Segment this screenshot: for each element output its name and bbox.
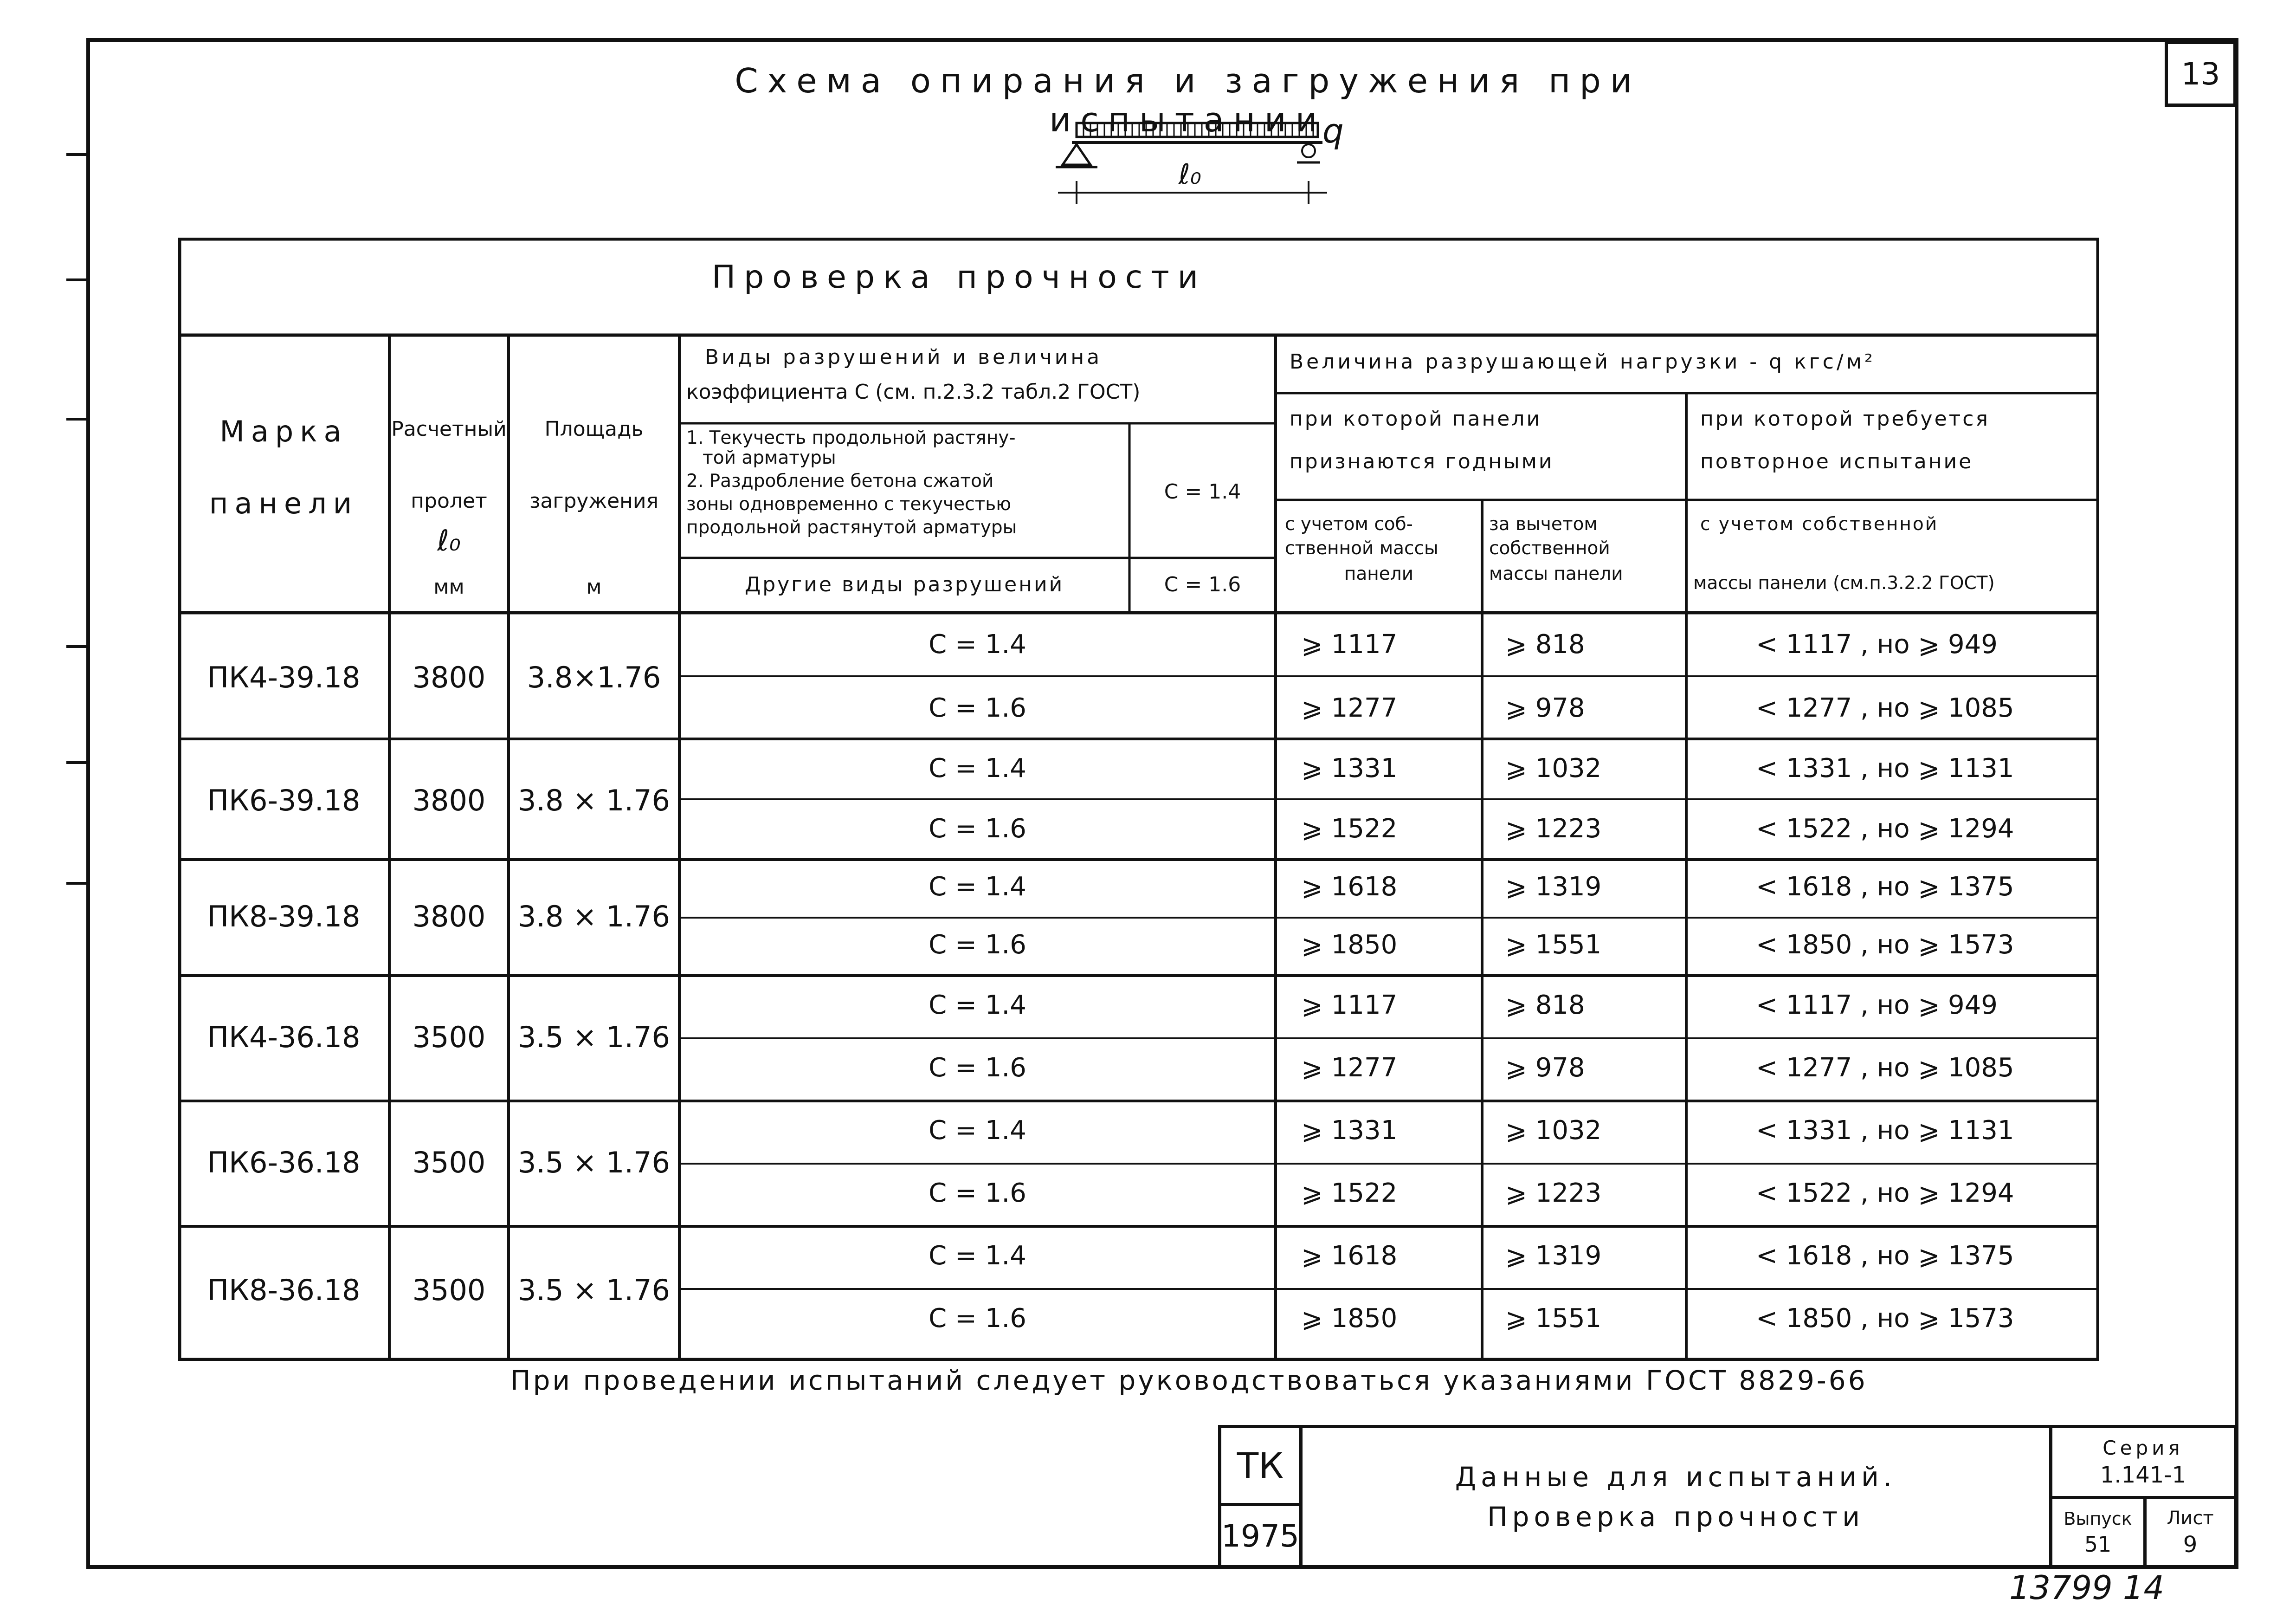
strength-check-table	[178, 238, 2099, 1361]
row-area: 3.8×1.76	[527, 660, 661, 694]
row-retest: < 1117 , но ⩾ 949	[1756, 629, 1998, 660]
margin-tick	[66, 278, 88, 281]
row-fit-with: ⩾ 1331	[1301, 1115, 1398, 1146]
row-fit-with: ⩾ 1618	[1301, 1241, 1398, 1271]
row-fit-with: ⩾ 1277	[1301, 1053, 1398, 1083]
types-row1-line3: 2. Раздробление бетона сжатой	[686, 471, 994, 492]
types-row1-line2: той арматуры	[703, 447, 836, 468]
header-types-line2: коэффициента С (см. п.2.3.2 табл.2 ГОСТ)	[686, 380, 1141, 404]
row-fit-with: ⩾ 1850	[1301, 930, 1398, 960]
row-coef: С = 1.6	[929, 1303, 1026, 1334]
row-fit-with: ⩾ 1277	[1301, 693, 1398, 723]
header-area-unit: м	[586, 575, 602, 599]
row-fit-with: ⩾ 1331	[1301, 753, 1398, 783]
row-fit-minus: ⩾ 818	[1505, 990, 1585, 1020]
header-fit-minus-line2: собственной	[1489, 538, 1610, 559]
row-coef: С = 1.6	[929, 1053, 1026, 1083]
row-span: 3800	[412, 783, 486, 817]
margin-tick	[66, 761, 88, 764]
row-span: 3800	[412, 660, 486, 694]
header-retest-line2: повторное испытание	[1700, 450, 1974, 473]
header-types-line1: Виды разрушений и величина	[705, 345, 1103, 369]
types-row1-line4: зоны одновременно с текучестью	[686, 494, 1012, 515]
stamp-year: 1975	[1218, 1503, 1303, 1569]
row-coef: С = 1.6	[929, 1178, 1026, 1208]
series-label: Серия	[2103, 1436, 2184, 1459]
stamp-series	[2049, 1425, 2237, 1499]
header-fit-line1: при которой панели	[1290, 407, 1542, 431]
row-fit-with: ⩾ 1618	[1301, 872, 1398, 902]
types-row2: Другие виды разрушений	[744, 573, 1064, 596]
types-row1-line1: 1. Текучесть продольной растяну-	[686, 427, 1016, 448]
types-row2-coef: С = 1.6	[1164, 573, 1241, 596]
row-retest: < 1522 , но ⩾ 1294	[1756, 814, 2014, 844]
row-mark: ПК8-36.18	[207, 1273, 361, 1307]
row-retest: < 1277 , но ⩾ 1085	[1756, 1053, 2014, 1083]
row-coef: С = 1.6	[929, 693, 1026, 723]
page-title: Схема опирания и загружения при испытании	[735, 61, 1641, 139]
header-retest-with-line2: массы панели (см.п.3.2.2 ГОСТ)	[1693, 573, 1995, 594]
header-span-unit: мм	[433, 575, 464, 599]
header-retest-line1: при которой требуется	[1700, 407, 1990, 431]
header-fit-with-line2: ственной массы	[1285, 538, 1438, 559]
row-fit-minus: ⩾ 1551	[1505, 1303, 1602, 1334]
margin-tick	[66, 418, 88, 421]
row-span: 3500	[412, 1020, 486, 1054]
header-fit-line2: признаются годными	[1290, 450, 1554, 473]
stamp-title-line2: Проверка прочности	[1487, 1501, 1864, 1533]
stamp-title	[1299, 1425, 2052, 1569]
span-label: ℓ₀	[1179, 158, 1201, 191]
row-retest: < 1331 , но ⩾ 1131	[1756, 753, 2014, 783]
header-area-line1: Площадь	[544, 417, 644, 441]
row-retest: < 1117 , но ⩾ 949	[1756, 990, 1998, 1020]
row-retest: < 1277 , но ⩾ 1085	[1756, 693, 2014, 723]
margin-tick	[66, 153, 88, 156]
row-mark: ПК6-36.18	[207, 1146, 361, 1179]
header-load: Величина разрушающей нагрузки - q кгс/м²	[1290, 350, 1876, 374]
row-fit-with: ⩾ 1522	[1301, 814, 1398, 844]
stamp-title-line1: Данные для испытаний.	[1455, 1461, 1897, 1493]
row-retest: < 1618 , но ⩾ 1375	[1756, 872, 2014, 902]
row-fit-minus: ⩾ 1319	[1505, 1241, 1602, 1271]
row-fit-minus: ⩾ 978	[1505, 693, 1585, 723]
header-mark-line2: панели	[209, 486, 359, 520]
row-mark: ПК4-39.18	[207, 660, 361, 694]
handwritten-number: 13799 14	[2009, 1569, 2165, 1607]
sheet-label: Лист	[2167, 1507, 2214, 1529]
row-coef: С = 1.6	[929, 930, 1026, 960]
row-fit-with: ⩾ 1522	[1301, 1178, 1398, 1208]
row-fit-minus: ⩾ 1319	[1505, 872, 1602, 902]
row-fit-minus: ⩾ 818	[1505, 629, 1585, 660]
row-fit-minus: ⩾ 1551	[1505, 930, 1602, 960]
row-area: 3.8 × 1.76	[517, 900, 670, 933]
stamp-org: ТК	[1218, 1425, 1303, 1506]
issue-label: Выпуск	[2064, 1508, 2132, 1529]
row-fit-minus: ⩾ 978	[1505, 1053, 1585, 1083]
row-area: 3.5 × 1.76	[517, 1273, 670, 1307]
row-mark: ПК4-36.18	[207, 1020, 361, 1054]
row-retest: < 1850 , но ⩾ 1573	[1756, 1303, 2014, 1334]
row-retest: < 1618 , но ⩾ 1375	[1756, 1241, 2014, 1271]
margin-tick	[66, 645, 88, 648]
beam-diagram	[1039, 111, 1364, 220]
row-area: 3.5 × 1.76	[517, 1020, 670, 1054]
margin-tick	[66, 882, 88, 885]
row-coef: С = 1.6	[929, 814, 1026, 844]
sheet-corner-number: 13	[2165, 41, 2237, 107]
row-coef: С = 1.4	[929, 872, 1026, 902]
row-area: 3.8 × 1.76	[517, 783, 670, 817]
header-span-line2: пролет	[411, 489, 487, 513]
header-fit-minus-line3: массы панели	[1489, 563, 1623, 584]
stamp-issue	[2049, 1496, 2147, 1569]
row-coef: С = 1.4	[929, 1115, 1026, 1146]
header-span-symbol: ℓ₀	[437, 524, 461, 557]
row-fit-minus: ⩾ 1032	[1505, 1115, 1602, 1146]
row-span: 3500	[412, 1273, 486, 1307]
types-row1-coef: С = 1.4	[1164, 480, 1241, 504]
types-row1-line5: продольной растянутой арматуры	[686, 517, 1017, 538]
header-fit-with-line3: панели	[1344, 563, 1414, 584]
row-mark: ПК6-39.18	[207, 783, 361, 817]
table-title: Проверка прочности	[712, 259, 1206, 296]
sheet-value: 9	[2183, 1531, 2198, 1558]
row-mark: ПК8-39.18	[207, 900, 361, 933]
issue-value: 51	[2084, 1531, 2112, 1557]
row-fit-with: ⩾ 1850	[1301, 1303, 1398, 1334]
load-q-label: q	[1322, 111, 1344, 150]
row-fit-with: ⩾ 1117	[1301, 629, 1398, 660]
row-span: 3500	[412, 1146, 486, 1179]
stamp-sheet	[2143, 1496, 2237, 1569]
footnote: При проведении испытаний следует руководствоваться указаниями ГОСТ 8829-66	[510, 1365, 1868, 1396]
row-span: 3800	[412, 900, 486, 933]
loading-scheme	[1039, 111, 1364, 220]
header-retest-with-line1: с учетом собственной	[1700, 514, 1939, 535]
row-area: 3.5 × 1.76	[517, 1146, 670, 1179]
header-fit-minus-line1: за вычетом	[1489, 514, 1598, 535]
row-fit-with: ⩾ 1117	[1301, 990, 1398, 1020]
row-fit-minus: ⩾ 1223	[1505, 814, 1602, 844]
row-coef: С = 1.4	[929, 629, 1026, 660]
title-block	[1218, 1425, 2237, 1569]
header-area-line2: загружения	[529, 489, 658, 513]
header-fit-with-line1: с учетом соб-	[1285, 514, 1413, 535]
row-fit-minus: ⩾ 1223	[1505, 1178, 1602, 1208]
row-fit-minus: ⩾ 1032	[1505, 753, 1602, 783]
header-span-line1: Расчетный	[391, 417, 507, 441]
row-retest: < 1850 , но ⩾ 1573	[1756, 930, 2014, 960]
series-value: 1.141-1	[2100, 1462, 2186, 1488]
row-retest: < 1522 , но ⩾ 1294	[1756, 1178, 2014, 1208]
row-coef: С = 1.4	[929, 753, 1026, 783]
row-coef: С = 1.4	[929, 990, 1026, 1020]
header-mark-line1: Марка	[219, 414, 348, 448]
row-coef: С = 1.4	[929, 1241, 1026, 1271]
row-retest: < 1331 , но ⩾ 1131	[1756, 1115, 2014, 1146]
